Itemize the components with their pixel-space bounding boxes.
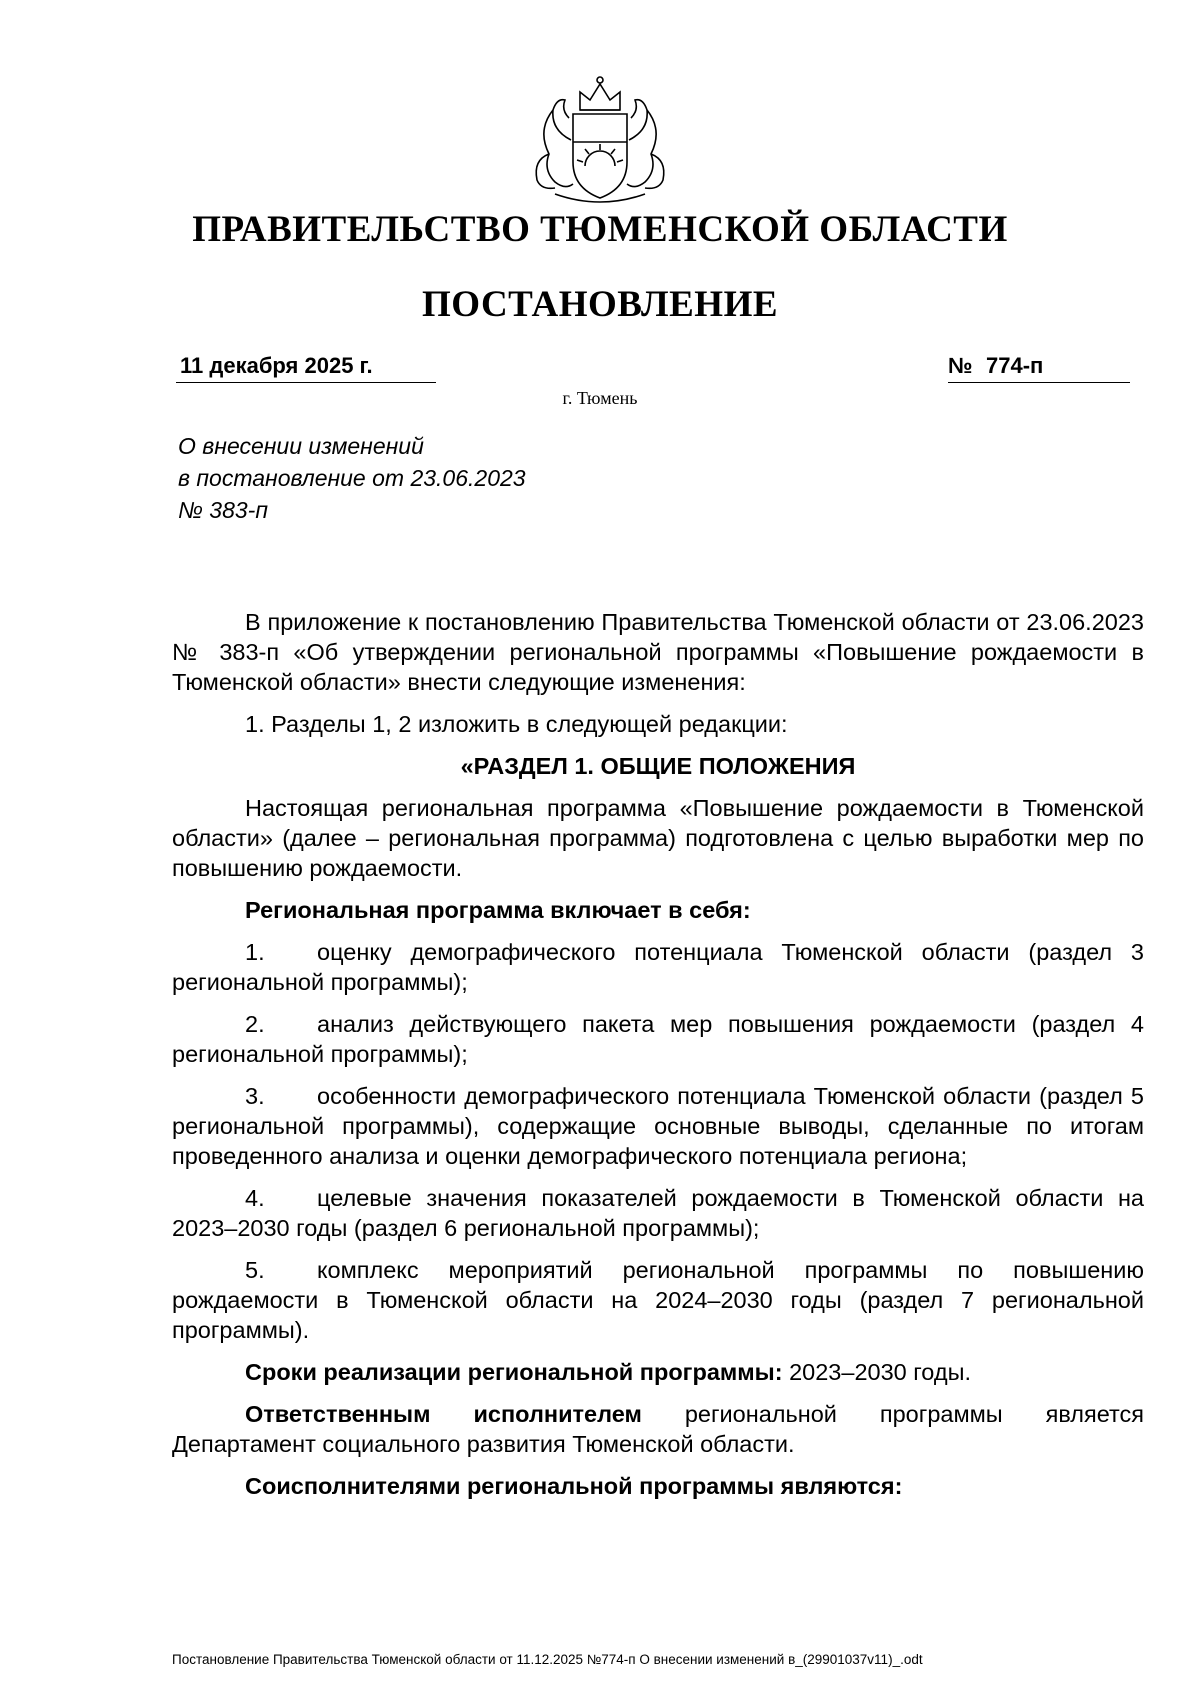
document-body bbox=[172, 607, 1144, 1513]
list-item-number: 4. bbox=[245, 1185, 265, 1211]
list-item bbox=[172, 1009, 1144, 1069]
list-item-number: 2. bbox=[245, 1011, 265, 1037]
city: г. Тюмень bbox=[562, 388, 638, 408]
list-item bbox=[172, 937, 1144, 997]
list-item bbox=[172, 1183, 1144, 1243]
subject-line: в постановление от 23.06.2023 bbox=[178, 465, 526, 491]
document-date: 11 декабря 2025 г. bbox=[176, 353, 436, 383]
list-item-text: особенности демографического потенциала Тюменской области (раздел 5 региональной программы), содержащие основные выводы, сделанные по итогам проведенного анализа и оценки демографического потенциала региона; bbox=[172, 1083, 1144, 1169]
item-1-paragraph: 1. Разделы 1, 2 изложить в следующей редакции: bbox=[245, 711, 788, 737]
list-item-text: анализ действующего пакета мер повышения рождаемости (раздел 4 региональной программы); bbox=[172, 1011, 1144, 1067]
subject-line: № 383-п bbox=[178, 497, 268, 523]
list-item-text: целевые значения показателей рождаемости в Тюменской области на 2023–2030 годы (раздел 6 региональной программы); bbox=[172, 1185, 1144, 1241]
executor-text: региональной программы является Департамент социального развития Тюменской области. bbox=[172, 1401, 1144, 1457]
terms-label: Сроки реализации региональной программы: bbox=[245, 1359, 783, 1385]
subject-line: О внесении изменений bbox=[178, 433, 424, 459]
tyumen-region-coat-of-arms-icon bbox=[515, 70, 685, 210]
document-subject bbox=[178, 430, 526, 526]
coexecutors-heading bbox=[172, 1471, 1144, 1501]
executor-label: Ответственным исполнителем bbox=[245, 1401, 642, 1427]
terms-value: 2023–2030 годы. bbox=[782, 1359, 971, 1385]
document-number-field bbox=[948, 353, 1130, 383]
includes-heading bbox=[172, 895, 1144, 925]
section-heading: «РАЗДЕЛ 1. ОБЩИЕ ПОЛОЖЕНИЯ bbox=[460, 753, 856, 779]
document-type: ПОСТАНОВЛЕНИЕ bbox=[421, 284, 779, 325]
list-item-number: 1. bbox=[245, 939, 265, 965]
number-sign: № bbox=[948, 353, 973, 378]
list-item-number: 5. bbox=[245, 1257, 265, 1283]
list-item bbox=[172, 1081, 1144, 1171]
list-item-number: 3. bbox=[245, 1083, 265, 1109]
list-item-text: оценку демографического потенциала Тюменской области (раздел 3 региональной программы); bbox=[172, 939, 1144, 995]
executor-paragraph bbox=[172, 1399, 1144, 1459]
includes-heading-text: Региональная программа включает в себя: bbox=[245, 897, 751, 923]
list-item bbox=[172, 1255, 1144, 1345]
government-title: ПРАВИТЕЛЬСТВО ТЮМЕНСКОЙ ОБЛАСТИ bbox=[192, 209, 1008, 250]
list-item-text: комплекс мероприятий региональной программы по повышению рождаемости в Тюменской области на 2024–2030 годы (раздел 7 региональной программы). bbox=[172, 1257, 1144, 1343]
section-paragraph: Настоящая региональная программа «Повышение рождаемости в Тюменской области» (далее – региональная программа) подготовлена с целью выработки мер по повышению рождаемости. bbox=[172, 795, 1144, 881]
coexecutors-heading-text: Соисполнителями региональной программы являются: bbox=[245, 1473, 903, 1499]
terms-paragraph bbox=[172, 1357, 1144, 1387]
document-number: 774-п bbox=[986, 353, 1044, 378]
intro-paragraph: В приложение к постановлению Правительства Тюменской области от 23.06.2023 № 383-п «Об утверждении региональной программы «Повышение рождаемости в Тюменской области» внести следующие изменения: bbox=[172, 609, 1144, 695]
file-footer: Постановление Правительства Тюменской области от 11.12.2025 №774-п О внесении изменений в_(29901037v11)_.odt bbox=[172, 1652, 923, 1667]
